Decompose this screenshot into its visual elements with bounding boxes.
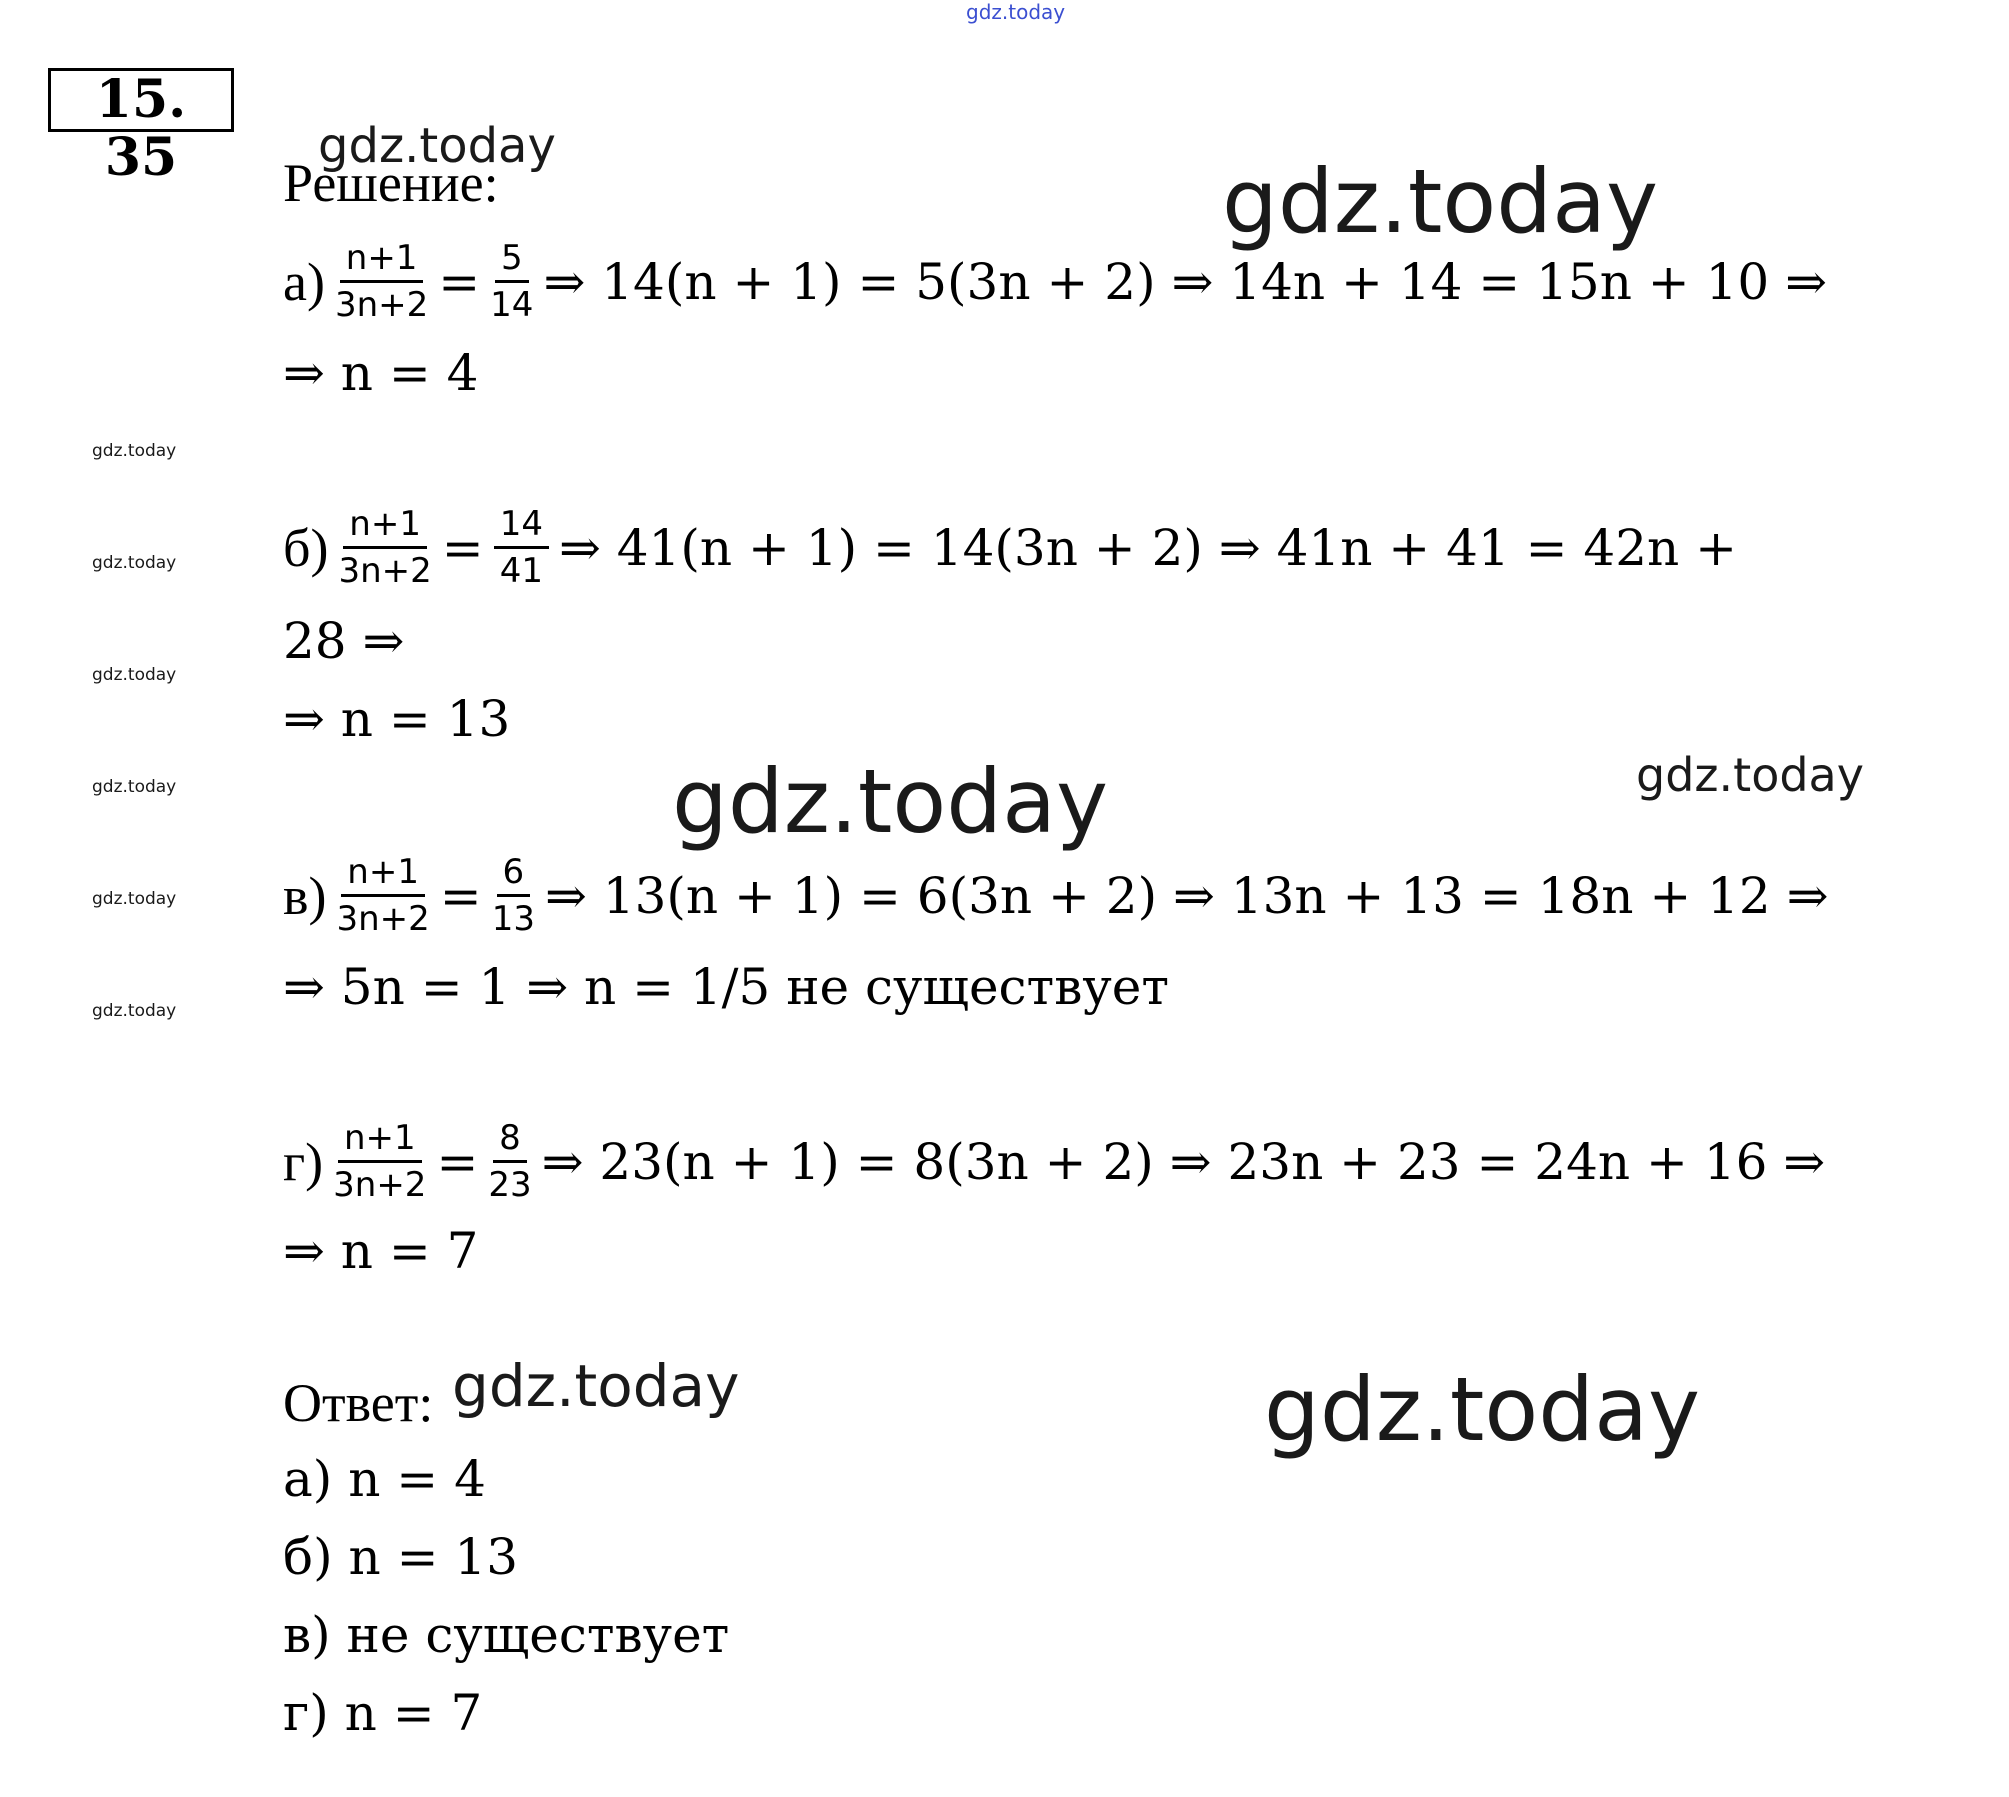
fraction (335, 236, 428, 327)
numerator: 6 (497, 850, 531, 897)
numerator: 14 (494, 502, 549, 549)
part-c-line2: ⇒ 5n = 1 ⇒ n = 1/5 не существует (283, 958, 1170, 1016)
fraction (488, 1116, 531, 1207)
part-a-line1 (283, 236, 1827, 327)
part-label: б) (283, 517, 329, 578)
denominator: 23 (488, 1165, 532, 1205)
denominator: 3n+2 (336, 899, 430, 939)
part-d-line2: ⇒ n = 7 (283, 1222, 479, 1280)
numerator: n+1 (343, 502, 427, 549)
part-label: в) (283, 865, 327, 926)
watermark: gdz.today (1636, 748, 1864, 802)
watermark: gdz.today (92, 1001, 177, 1021)
watermark: gdz.today (452, 1352, 740, 1420)
part-c-line1 (283, 850, 1829, 941)
fraction (338, 502, 431, 593)
equals-sign: = (438, 252, 481, 311)
equation-chain: ⇒ 13(n + 1) = 6(3n + 2) ⇒ 13n + 13 = 18n + 12 ⇒ (544, 866, 1829, 925)
watermark: gdz.today (318, 118, 556, 174)
watermark: gdz.today (672, 750, 1109, 853)
denominator: 13 (491, 899, 535, 939)
watermark: gdz.today (92, 665, 177, 685)
denominator: 14 (490, 285, 534, 325)
answer-heading: Ответ: (283, 1373, 434, 1433)
watermark: gdz.today (92, 441, 177, 461)
numerator: n+1 (338, 1116, 422, 1163)
fraction (494, 502, 549, 593)
watermark: gdz.today (1222, 150, 1659, 253)
denominator: 41 (499, 551, 543, 591)
fraction (336, 850, 429, 941)
equation-chain: ⇒ 41(n + 1) = 14(3n + 2) ⇒ 41n + 41 = 42n + (558, 518, 1738, 577)
fraction (492, 850, 535, 941)
answer-item: б) n = 13 (283, 1528, 519, 1586)
denominator: 3n+2 (333, 1165, 427, 1205)
watermark: gdz.today (92, 777, 177, 797)
equals-sign: = (439, 866, 482, 925)
problem-number: 15. 35 (48, 68, 234, 132)
equation-chain: ⇒ 14(n + 1) = 5(3n + 2) ⇒ 14n + 14 = 15n + 10 ⇒ (543, 252, 1827, 311)
part-a-line2: ⇒ n = 4 (283, 344, 479, 402)
part-b-line1 (283, 502, 1737, 593)
watermark-top: gdz.today (966, 0, 1066, 24)
part-b-line2: 28 ⇒ (283, 612, 405, 670)
answer-item: г) n = 7 (283, 1684, 483, 1742)
denominator: 3n+2 (338, 551, 432, 591)
part-label: г) (283, 1131, 324, 1192)
watermark: gdz.today (92, 889, 177, 909)
part-b-line3: ⇒ n = 13 (283, 690, 511, 748)
equals-sign: = (441, 518, 484, 577)
solution-heading: Решение: (283, 153, 499, 213)
watermark: gdz.today (92, 553, 177, 573)
fraction (333, 1116, 426, 1207)
answer-item: в) не существует (283, 1606, 730, 1664)
answer-item: а) n = 4 (283, 1450, 486, 1508)
numerator: 8 (493, 1116, 527, 1163)
watermark: gdz.today (1264, 1358, 1701, 1461)
numerator: n+1 (340, 236, 424, 283)
equals-sign: = (436, 1132, 479, 1191)
fraction (490, 236, 533, 327)
part-d-line1 (283, 1116, 1825, 1207)
part-label: а) (283, 251, 325, 312)
numerator: 5 (495, 236, 529, 283)
numerator: n+1 (341, 850, 425, 897)
equation-chain: ⇒ 23(n + 1) = 8(3n + 2) ⇒ 23n + 23 = 24n + 16 ⇒ (541, 1132, 1826, 1191)
denominator: 3n+2 (334, 285, 429, 325)
